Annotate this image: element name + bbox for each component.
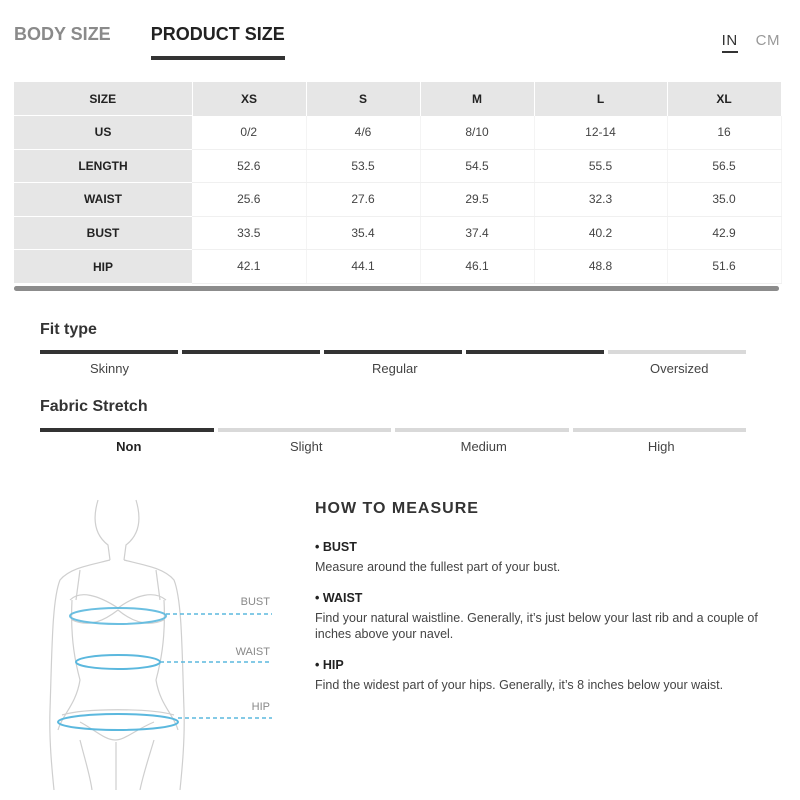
fabric-stretch-title: Fabric Stretch xyxy=(40,398,148,415)
fit-segment xyxy=(608,350,746,354)
measure-item-hip xyxy=(315,658,785,693)
measure-text: Find your natural waistline. Generally, it’s just below your last rib and a couple of inches above your navel. xyxy=(315,611,758,641)
fit-segment xyxy=(40,350,178,354)
figure-label-hip: HIP xyxy=(251,701,270,713)
tab-product-size[interactable]: PRODUCT SIZE xyxy=(151,24,285,60)
row-label: HIP xyxy=(14,250,192,284)
header-size-l: L xyxy=(534,82,667,116)
table-cell: 52.6 xyxy=(192,149,306,183)
table-cell: 44.1 xyxy=(306,250,420,284)
stretch-segment xyxy=(573,428,747,432)
stretch-label-high: High xyxy=(647,439,675,454)
stretch-segment xyxy=(395,428,569,432)
fit-type-title: Fit type xyxy=(40,321,97,338)
fit-label-oversized: Oversized xyxy=(650,361,709,376)
stretch-label-medium: Medium xyxy=(460,439,507,454)
fabric-stretch-scale xyxy=(40,428,750,432)
figure-label-waist: WAIST xyxy=(235,646,270,658)
measure-item-waist xyxy=(315,591,785,642)
table-cell: 42.1 xyxy=(192,250,306,284)
table-cell: 53.5 xyxy=(306,149,420,183)
measure-heading: • HIP xyxy=(315,658,344,672)
measure-text: Measure around the fullest part of your bust. xyxy=(315,560,561,574)
row-label: US xyxy=(14,116,192,150)
table-cell: 16 xyxy=(667,116,781,150)
size-table xyxy=(14,82,782,284)
table-cell: 0/2 xyxy=(192,116,306,150)
measure-item-bust xyxy=(315,540,785,575)
header-size-xs: XS xyxy=(192,82,306,116)
fit-label-skinny: Skinny xyxy=(90,361,130,376)
unit-cm[interactable]: CM xyxy=(755,32,780,49)
table-cell: 12-14 xyxy=(534,116,667,150)
horizontal-scrollbar[interactable] xyxy=(14,286,779,291)
table-cell: 29.5 xyxy=(420,183,534,217)
stretch-segment xyxy=(40,428,214,432)
table-row xyxy=(14,216,781,250)
row-label: BUST xyxy=(14,216,192,250)
table-row xyxy=(14,183,781,217)
table-cell: 8/10 xyxy=(420,116,534,150)
fit-type-scale xyxy=(40,350,750,354)
header-size-m: M xyxy=(420,82,534,116)
how-to-measure-title: HOW TO MEASURE xyxy=(315,500,479,517)
table-cell: 54.5 xyxy=(420,149,534,183)
table-cell: 48.8 xyxy=(534,250,667,284)
stretch-segment xyxy=(218,428,392,432)
header-size-xl: XL xyxy=(667,82,781,116)
unit-toggle xyxy=(704,32,780,53)
measure-text: Find the widest part of your hips. Generally, it’s 8 inches below your waist. xyxy=(315,678,724,692)
table-header-row xyxy=(14,82,781,116)
row-label: LENGTH xyxy=(14,149,192,183)
row-label: WAIST xyxy=(14,183,192,217)
size-tabs xyxy=(14,24,325,60)
table-cell: 40.2 xyxy=(534,216,667,250)
table-cell: 35.0 xyxy=(667,183,781,217)
scrollbar-thumb[interactable] xyxy=(14,286,779,291)
table-cell: 4/6 xyxy=(306,116,420,150)
size-table-container xyxy=(14,82,781,291)
measure-heading: • BUST xyxy=(315,540,357,554)
table-cell: 42.9 xyxy=(667,216,781,250)
table-cell: 27.6 xyxy=(306,183,420,217)
table-row xyxy=(14,250,781,284)
figure-label-bust: BUST xyxy=(240,596,270,608)
body-measure-figure xyxy=(40,490,280,790)
table-cell: 35.4 xyxy=(306,216,420,250)
fit-label-regular: Regular xyxy=(372,361,418,376)
tab-body-size[interactable]: BODY SIZE xyxy=(14,24,111,44)
table-cell: 32.3 xyxy=(534,183,667,217)
fabric-stretch-labels xyxy=(40,439,750,454)
header-size-label: SIZE xyxy=(14,82,192,116)
stretch-label-non: Non xyxy=(116,439,142,454)
table-cell: 25.6 xyxy=(192,183,306,217)
table-cell: 46.1 xyxy=(420,250,534,284)
table-cell: 55.5 xyxy=(534,149,667,183)
how-to-measure xyxy=(315,500,785,709)
table-row xyxy=(14,149,781,183)
table-cell: 56.5 xyxy=(667,149,781,183)
fit-segment xyxy=(466,350,604,354)
unit-in[interactable]: IN xyxy=(722,32,738,53)
measure-heading: • WAIST xyxy=(315,591,363,605)
table-cell: 51.6 xyxy=(667,250,781,284)
fit-segment xyxy=(182,350,320,354)
stretch-label-slight: Slight xyxy=(289,439,323,454)
fit-segment xyxy=(324,350,462,354)
table-cell: 37.4 xyxy=(420,216,534,250)
table-cell: 33.5 xyxy=(192,216,306,250)
table-row xyxy=(14,116,781,150)
header-size-s: S xyxy=(306,82,420,116)
